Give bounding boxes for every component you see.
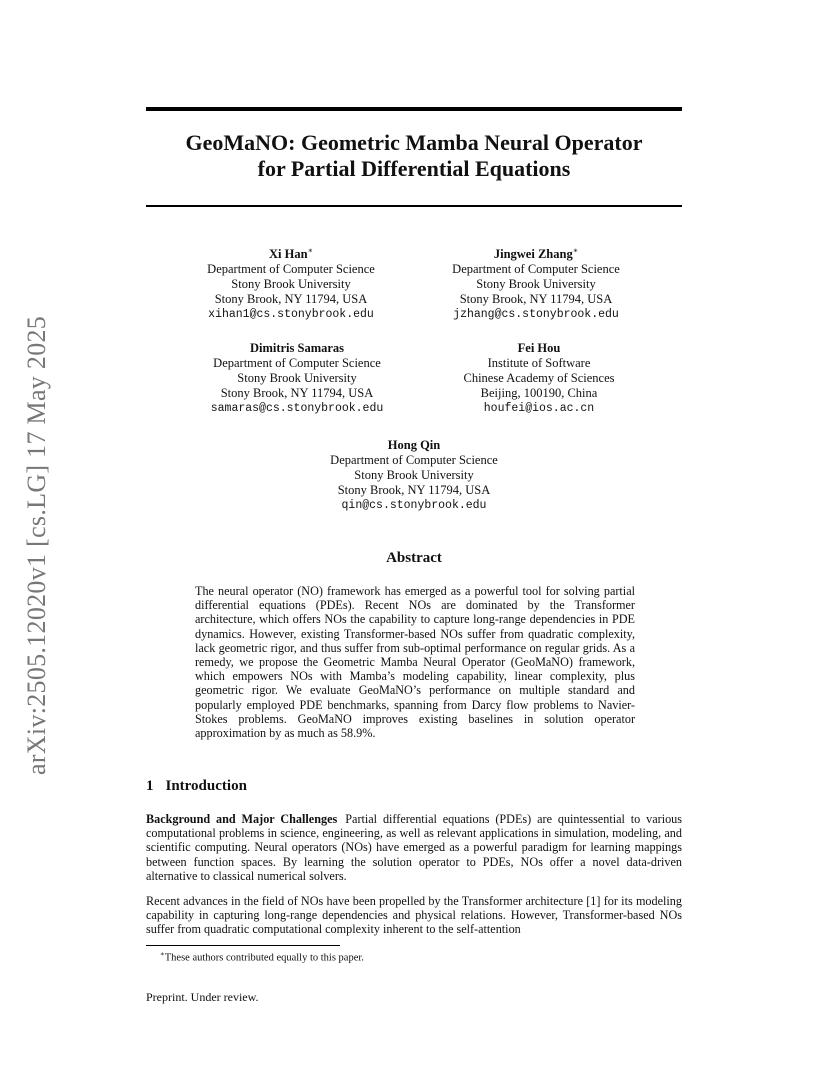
author-org: Stony Brook University bbox=[237, 371, 357, 385]
footnote-mark: ∗ bbox=[160, 950, 165, 958]
author-address: Beijing, 100190, China bbox=[480, 386, 598, 400]
paper-title bbox=[146, 130, 682, 182]
section-number: 1 bbox=[146, 778, 154, 794]
author-address: Stony Brook, NY 11794, USA bbox=[214, 292, 368, 307]
abstract-heading: Abstract bbox=[386, 550, 442, 566]
footnote-rule bbox=[146, 945, 340, 946]
title-line-2: for Partial Differential Equations bbox=[257, 156, 571, 181]
author-email[interactable]: samaras@cs.stonybrook.edu bbox=[210, 402, 384, 415]
arxiv-stamp: arXiv:2505.12020v1 [cs.LG] 17 May 2025 bbox=[22, 315, 51, 775]
author-block bbox=[166, 243, 416, 322]
paragraph-body: Partial differential equations (PDEs) are quintessential to various computational problems in science, engineering, as well as relevant applications in simulation, modeling, and scientific computing. Neural operators (NOs) have emerged as a powerful paradigm for learning mappings between function spaces. By learning the solution operator to PDEs, NOs offer a novel data-driven alternative to classical numerical solvers. bbox=[146, 812, 683, 883]
section-heading bbox=[146, 778, 247, 795]
author-block bbox=[411, 243, 661, 322]
author-block bbox=[172, 341, 422, 416]
author-address: Stony Brook, NY 11794, USA bbox=[459, 292, 613, 307]
author-org: Stony Brook University bbox=[231, 277, 351, 292]
author-email[interactable]: houfei@ios.ac.cn bbox=[483, 402, 595, 415]
title-top-rule bbox=[146, 107, 682, 111]
section-title: Introduction bbox=[165, 778, 247, 794]
author-address: Stony Brook, NY 11794, USA bbox=[337, 483, 491, 497]
author-block bbox=[414, 341, 664, 416]
intro-paragraph-2: Recent advances in the field of NOs have been propelled by the Transformer architecture [1] for its modeling capability in capturing long-range dependencies and physical relations. However, Transformer-based NOs suffer from quadratic computational complexity inherent to the self-attention bbox=[146, 894, 682, 937]
author-name: Dimitris Samaras bbox=[249, 341, 345, 355]
footnote-text: These authors contributed equally to this paper. bbox=[164, 952, 364, 964]
title-line-1: GeoMaNO: Geometric Mamba Neural Operator bbox=[185, 130, 643, 155]
intro-paragraph-1 bbox=[146, 812, 682, 883]
author-name: Fei Hou bbox=[517, 341, 561, 355]
author-org: Stony Brook University bbox=[354, 468, 474, 482]
author-org: Stony Brook University bbox=[476, 277, 596, 292]
footnote bbox=[160, 950, 364, 964]
author-name: Xi Han∗ bbox=[269, 246, 313, 262]
author-dept: Institute of Software bbox=[487, 356, 591, 370]
author-dept: Department of Computer Science bbox=[330, 453, 498, 467]
author-email[interactable]: qin@cs.stonybrook.edu bbox=[341, 499, 487, 512]
author-name: Hong Qin bbox=[387, 438, 441, 452]
author-dept: Department of Computer Science bbox=[213, 356, 381, 370]
author-org: Chinese Academy of Sciences bbox=[463, 371, 615, 385]
author-name: Jingwei Zhang∗ bbox=[493, 246, 579, 262]
author-block bbox=[289, 438, 539, 513]
author-dept: Department of Computer Science bbox=[452, 262, 620, 277]
title-bottom-rule bbox=[146, 205, 682, 207]
author-email[interactable]: xihan1@cs.stonybrook.edu bbox=[208, 308, 374, 322]
preprint-note: Preprint. Under review. bbox=[146, 990, 259, 1004]
author-email[interactable]: jzhang@cs.stonybrook.edu bbox=[453, 308, 619, 322]
abstract-text: The neural operator (NO) framework has emerged as a powerful tool for solving partial differential equations (PDEs). Recent NOs are dominated by the Transformer architecture, which offers NOs the capability to capture long-range dependencies in PDE dynamics. However, existing Transformer-based NOs suffer from quadratic complexity, lack geometric rigor, and thus suffer from sub-optimal performance on regular grids. As a remedy, we propose the Geometric Mamba Neural Operator (GeoMaNO) framework, which empowers NOs with Mamba’s modeling capability, linear complexity, plus geometric rigor. We evaluate GeoMaNO’s performance on multiple standard and popularly employed PDE benchmarks, spanning from Darcy flow problems to Navier-Stokes problems. GeoMaNO improves existing baselines in solution operator approximation by as much as 58.9%. bbox=[195, 584, 635, 741]
author-address: Stony Brook, NY 11794, USA bbox=[220, 386, 374, 400]
author-dept: Department of Computer Science bbox=[207, 262, 375, 277]
paragraph-runin-heading: Background and Major Challenges bbox=[146, 812, 338, 826]
